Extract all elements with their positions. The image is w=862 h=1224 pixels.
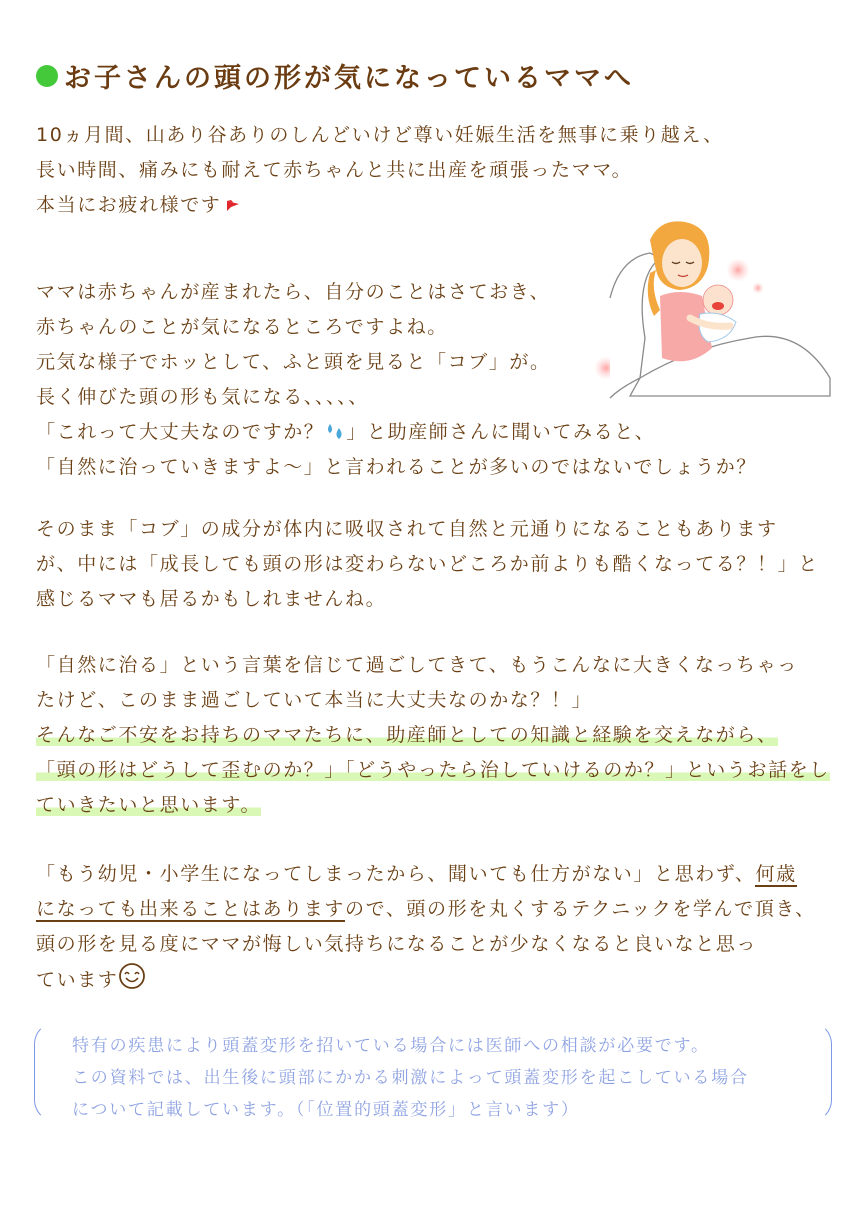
text-line xyxy=(36,892,836,927)
paragraph-5 xyxy=(36,857,836,998)
text-line: ママは赤ちゃんが産まれたら、自分のことはさておき、 xyxy=(36,281,551,303)
page-title xyxy=(36,56,634,95)
text-line-with-smile xyxy=(36,962,836,998)
paragraph-2 xyxy=(36,275,836,485)
text-line: が、中には「成長しても頭の形は変わらないどころか前よりも酷くなってる？！」と xyxy=(36,553,819,575)
highlighted-line xyxy=(36,788,836,823)
highlight-text: 「頭の形はどうして歪むのか？」「どうやったら治していけるのか？」というお話をし xyxy=(36,759,830,781)
text-line: そのまま「コブ」の成分が体内に吸収されて自然と元通りになることもあります xyxy=(36,518,778,540)
text-segment: ので、頭の形を丸くするテクニックを学んで頂き、 xyxy=(345,898,816,920)
text-line: 長く伸びた頭の形も気になる、、、、、 xyxy=(36,386,369,408)
highlighted-line xyxy=(36,753,836,788)
text-segment: ています xyxy=(36,969,119,991)
paragraph-3 xyxy=(36,512,836,617)
text-line: 長い時間、痛みにも耐えて赤ちゃんと共に出産を頑張ったママ。 xyxy=(36,159,633,181)
highlight-text: そんなご不安をお持ちのママたちに、助産師としての知識と経験を交えながら、 xyxy=(36,724,778,746)
text-segment: 」と助産師さんに聞いてみると、 xyxy=(346,421,656,443)
sweat-drop-icon xyxy=(324,420,346,442)
bullet-dot-icon xyxy=(36,65,58,87)
text-line: 本当にお疲れ様です xyxy=(36,194,222,216)
text-line: 感じるママも居るかもしれませんね。 xyxy=(36,588,387,610)
page-title-text: お子さんの頭の形が気になっているママへ xyxy=(64,63,634,95)
text-line: 赤ちゃんのことが気になるところですよね。 xyxy=(36,316,448,338)
highlight-text: ていきたいと思います。 xyxy=(36,794,262,816)
heart-icon xyxy=(225,198,241,212)
text-line: 10ヵ月間、山あり谷ありのしんどいけど尊い妊娠生活を無事に乗り越え、 xyxy=(36,124,724,146)
text-segment: 「もう幼児・小学生になってしまったから、聞いても仕方がない」と思わず、 xyxy=(36,863,756,885)
text-line: 「自然に治っていきますよ〜」と言われることが多いのではないでしょうか？ xyxy=(36,456,758,478)
text-line: 頭の形を見る度にママが悔しい気持ちになることが少なくなると良いなと思っ xyxy=(36,933,758,955)
intro-paragraph xyxy=(36,118,836,223)
text-line-with-drop xyxy=(36,415,836,450)
note-line: この資料では、出生後に頭部にかかる刺激によって頭蓋変形を起こしている場合 xyxy=(72,1068,749,1088)
text-line: 「自然に治る」という言葉を信じて過ごしてきて、もうこんなに大きくなっちゃっ xyxy=(36,654,798,676)
text-line: たけど、このまま過ごしていて本当に大丈夫なのかな？！」 xyxy=(36,689,593,711)
note-line: について記載しています。（「位置的頭蓋変形」と言います） xyxy=(72,1100,580,1120)
text-line: 元気な様子でホッとして、ふと頭を見ると「コブ」が。 xyxy=(36,351,551,373)
smile-face-icon xyxy=(118,962,146,990)
text-segment: 「これって大丈夫なのですか？ xyxy=(36,421,325,443)
text-line xyxy=(36,857,836,892)
note-line: 特有の疾患により頭蓋変形を招いている場合には医師への相談が必要です。 xyxy=(72,1036,710,1056)
paragraph-4 xyxy=(36,648,836,823)
underlined-text: 何歳 xyxy=(755,863,797,885)
underlined-text: になっても出来ることはあります xyxy=(36,898,346,920)
highlighted-line xyxy=(36,718,836,753)
note-text xyxy=(72,1030,812,1126)
